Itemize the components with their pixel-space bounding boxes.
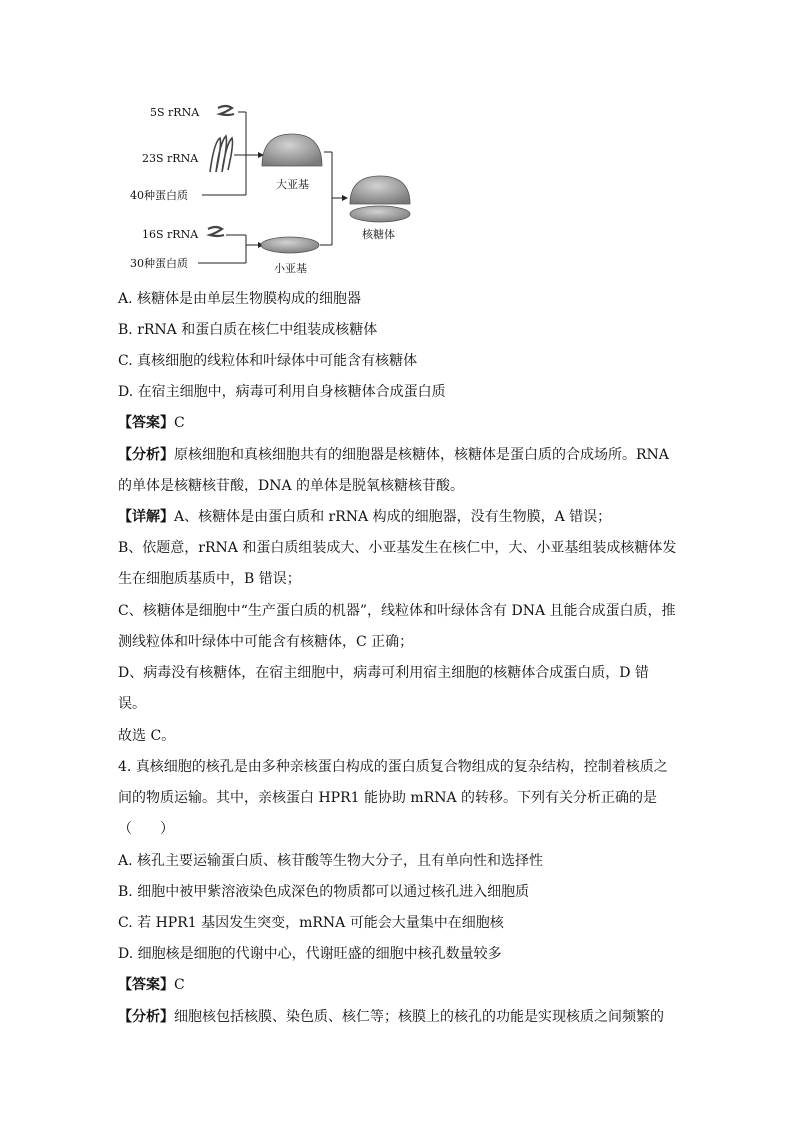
q3-analysis-line-1 xyxy=(118,444,669,466)
label-ribosome: 核糖体 xyxy=(362,228,395,241)
q3-detail-line-1 xyxy=(118,506,611,528)
connector-lines-ribosome xyxy=(320,152,342,245)
q4-stem-line-2: 间的物质运输。其中，亲核蛋白 HPR1 能协助 mRNA 的转移。下列有关分析正确的是 xyxy=(118,790,658,806)
q3-option-a: A. 核糖体是由单层生物膜构成的细胞器 xyxy=(118,291,362,307)
rrna-16s-squiggle-icon xyxy=(208,227,224,236)
q4-option-c: C. 若 HPR1 基因发生突变，mRNA 可能会大量集中在细胞核 xyxy=(118,915,504,931)
q3-conclusion: 故选 C。 xyxy=(118,728,176,744)
q3-detail-line-6: D、病毒没有核糖体，在宿主细胞中，病毒可利用宿主细胞的核糖体合成蛋白质，D 错 xyxy=(118,665,649,681)
q3-detail-line-7: 误。 xyxy=(118,696,146,712)
large-subunit-shape xyxy=(262,134,322,166)
q3-detail-line-4: C、核糖体是细胞中“生产蛋白质的机器”，线粒体和叶绿体含有 DNA 且能合成蛋白质，推 xyxy=(118,603,676,619)
small-subunit-shape xyxy=(261,237,319,253)
q4-option-d: D. 细胞核是细胞的代谢中心，代谢旺盛的细胞中核孔数量较多 xyxy=(118,946,502,962)
label-16s-rrna: 16S rRNA xyxy=(142,228,199,241)
label-23s-rrna: 23S rRNA xyxy=(142,152,199,165)
label-small-subunit: 小亚基 xyxy=(274,262,307,275)
ribosome-assembly-diagram xyxy=(110,92,440,282)
q3-analysis-line-2: 的单体是核糖核苷酸，DNA 的单体是脱氧核糖核苷酸。 xyxy=(118,478,465,494)
q3-detail-line-5: 测线粒体和叶绿体中可能含有核糖体，C 正确； xyxy=(118,634,414,650)
q3-analysis-tag: 【分析】 xyxy=(118,447,174,463)
q4-stem-line-1: 4. 真核细胞的核孔是由多种亲核蛋白构成的蛋白质复合物组成的复杂结构，控制着核质之 xyxy=(118,759,668,775)
q3-detail-tag: 【详解】 xyxy=(118,509,174,525)
label-5s-rrna: 5S rRNA xyxy=(150,106,200,119)
connector-lines-large xyxy=(202,112,258,195)
rrna-5s-squiggle-icon xyxy=(218,106,234,115)
q4-analysis-tag: 【分析】 xyxy=(118,1009,174,1025)
q4-answer-value: C xyxy=(174,977,185,993)
q3-answer xyxy=(118,412,185,434)
q3-detail-text-1: A、核糖体是由蛋白质和 rRNA 构成的细胞器，没有生物膜，A 错误； xyxy=(174,509,612,525)
ribosome-large-part-shape xyxy=(350,176,410,204)
label-large-subunit: 大亚基 xyxy=(276,178,309,191)
arrow-to-ribosome-icon xyxy=(342,195,348,201)
q3-option-d: D. 在宿主细胞中，病毒可利用自身核糖体合成蛋白质 xyxy=(118,384,446,400)
q3-option-c: C. 真核细胞的线粒体和叶绿体中可能含有核糖体 xyxy=(118,353,418,369)
q3-detail-line-3: 生在细胞质基质中，B 错误； xyxy=(118,571,301,587)
q3-answer-value: C xyxy=(174,415,185,431)
q4-stem-line-3: （ ） xyxy=(118,821,174,837)
q4-analysis-text-1: 细胞核包括核膜、染色质、核仁等；核膜上的核孔的功能是实现核质之间频繁的 xyxy=(174,1009,664,1025)
q3-answer-tag: 【答案】 xyxy=(118,415,174,431)
q3-analysis-text-1: 原核细胞和真核细胞共有的细胞器是核糖体，核糖体是蛋白质的合成场所。RNA xyxy=(174,447,669,463)
q4-answer-tag: 【答案】 xyxy=(118,977,174,993)
connector-lines-small xyxy=(198,235,258,263)
q3-option-b: B. rRNA 和蛋白质在核仁中组装成核糖体 xyxy=(118,322,378,338)
q4-analysis-line-1 xyxy=(118,1006,664,1028)
label-40-proteins: 40种蛋白质 xyxy=(130,189,188,202)
q4-option-a: A. 核孔主要运输蛋白质、核苷酸等生物大分子，且有单向性和选择性 xyxy=(118,853,544,869)
label-30-proteins: 30种蛋白质 xyxy=(130,257,188,270)
ribosome-small-part-shape xyxy=(350,206,410,222)
q4-option-b: B. 细胞中被甲紫溶液染色成深色的物质都可以通过核孔进入细胞质 xyxy=(118,884,530,900)
q4-answer xyxy=(118,974,185,996)
q3-detail-line-2: B、依题意，rRNA 和蛋白质组装成大、小亚基发生在核仁中，大、小亚基组装成核糖体发 xyxy=(118,540,677,556)
rrna-23s-coil-icon xyxy=(210,136,233,172)
